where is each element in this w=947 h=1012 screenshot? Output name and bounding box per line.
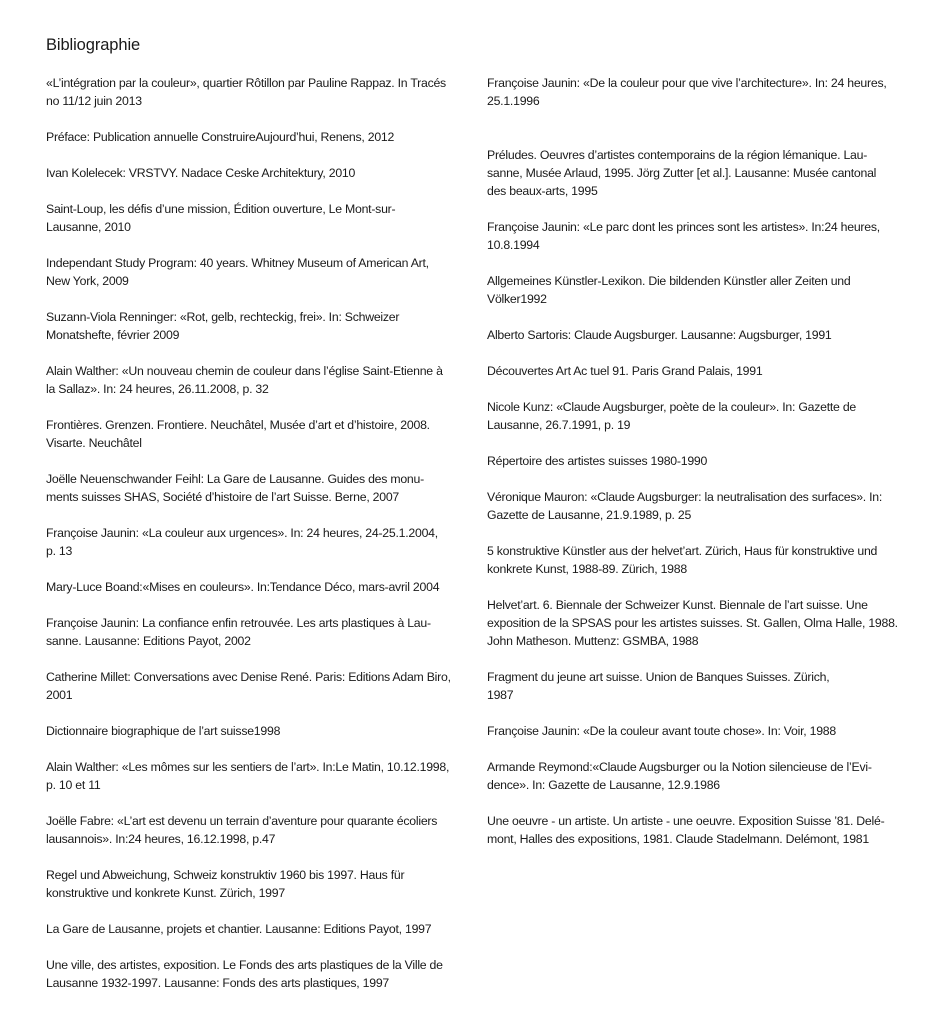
bibliography-entry: Préludes. Oeuvres d’artistes contemporains de la région lémanique. Lau- sanne, Musée Arlaud, 1995. Jörg Zutter [et al.]. Lausanne: Musée cantonal des beaux-arts, 1995 xyxy=(487,148,877,198)
bibliography-entry: Une ville, des artistes, exposition. Le Fonds des arts plastiques de la Ville de Lausanne 1932-1997. Lausanne: Fonds des arts plastiques, 1997 xyxy=(46,958,443,990)
bibliography-entry: Allgemeines Künstler-Lexikon. Die bildenden Künstler aller Zeiten und Völker1992 xyxy=(487,274,851,306)
bibliography-entry: Saint-Loup, les défis d’une mission, Édition ouverture, Le Mont-sur- Lausanne, 2010 xyxy=(46,202,396,234)
bibliography-entry: Fragment du jeune art suisse. Union de Banques Suisses. Zürich, 1987 xyxy=(487,670,830,702)
bibliography-entry: Helvet’art. 6. Biennale der Schweizer Kunst. Biennale de l’art suisse. Une exposition de la SPSAS pour les artistes suisses. St. Gallen, Olma Halle, 1988. John Matheson. Muttenz: GSMBA, 1988 xyxy=(487,598,898,648)
bibliography-entry: 5 konstruktive Künstler aus der helvet’art. Zürich, Haus für konstruktive und konkrete Kunst, 1988-89. Zürich, 1988 xyxy=(487,544,878,576)
bibliography-entry: Françoise Jaunin: «De la couleur avant toute chose». In: Voir, 1988 xyxy=(487,724,836,738)
bibliography-entry: Regel und Abweichung, Schweiz konstruktiv 1960 bis 1997. Haus für konstruktive und konkrete Kunst. Zürich, 1997 xyxy=(46,868,405,900)
bibliography-entry: Catherine Millet: Conversations avec Denise René. Paris: Editions Adam Biro, 2001 xyxy=(46,670,451,702)
bibliography-entry: Une oeuvre - un artiste. Un artiste - une oeuvre. Exposition Suisse ’81. Delé- mont, Halles des expositions, 1981. Claude Stadelmann. Delémont, 1981 xyxy=(487,814,885,846)
bibliography-entry: Alain Walther: «Les mômes sur les sentiers de l’art». In:Le Matin, 10.12.1998, p. 10 et 11 xyxy=(46,760,450,792)
page-title: Bibliographie xyxy=(46,36,141,54)
bibliography-entry: Répertoire des artistes suisses 1980-1990 xyxy=(487,454,708,468)
bibliography-entry: Mary-Luce Boand:«Mises en couleurs». In:Tendance Déco, mars-avril 2004 xyxy=(46,580,440,594)
bibliography-entry: Suzann-Viola Renninger: «Rot, gelb, rechteckig, frei». In: Schweizer Monatshefte, février 2009 xyxy=(46,310,400,342)
bibliography-entry: Véronique Mauron: «Claude Augsburger: la neutralisation des surfaces». In: Gazette de Lausanne, 21.9.1989, p. 25 xyxy=(487,490,883,522)
bibliography-right-column xyxy=(487,74,915,866)
bibliography-entry: Alain Walther: «Un nouveau chemin de couleur dans l’église Saint-Etienne à la Sallaz». In: 24 heures, 26.11.2008, p. 32 xyxy=(46,364,443,396)
bibliography-entry: Ivan Kolelecek: VRSTVY. Nadace Ceske Architektury, 2010 xyxy=(46,166,356,180)
bibliography-left-column xyxy=(46,74,474,1010)
bibliography-entry: «L’intégration par la couleur», quartier Rôtillon par Pauline Rappaz. In Tracés no 11/12 juin 2013 xyxy=(46,76,446,108)
bibliography-entry: Armande Reymond:«Claude Augsburger ou la Notion silencieuse de l’Evi- dence». In: Gazette de Lausanne, 12.9.1986 xyxy=(487,760,872,792)
bibliography-entry: Alberto Sartoris: Claude Augsburger. Lausanne: Augsburger, 1991 xyxy=(487,328,832,342)
bibliography-entry: Joëlle Neuenschwander Feihl: La Gare de Lausanne. Guides des monu- ments suisses SHAS, Société d’histoire de l’art Suisse. Berne, 2007 xyxy=(46,472,424,504)
bibliography-entry: Préface: Publication annuelle ConstruireAujourd’hui, Renens, 2012 xyxy=(46,130,395,144)
bibliography-entry: Françoise Jaunin: La confiance enfin retrouvée. Les arts plastiques à Lau- sanne. Lausanne: Editions Payot, 2002 xyxy=(46,616,431,648)
bibliography-entry: Independant Study Program: 40 years. Whitney Museum of American Art, New York, 2009 xyxy=(46,256,429,288)
bibliography-entry: Découvertes Art Ac tuel 91. Paris Grand Palais, 1991 xyxy=(487,364,763,378)
bibliography-entry: Joëlle Fabre: «L’art est devenu un terrain d’aventure pour quarante écoliers lausannois». In:24 heures, 16.12.1998, p.47 xyxy=(46,814,438,846)
bibliography-entry: Françoise Jaunin: «De la couleur pour que vive l’architecture». In: 24 heures, 25.1.1996 xyxy=(487,76,887,108)
bibliography-entry: Françoise Jaunin: «Le parc dont les princes sont les artistes». In:24 heures, 10.8.1994 xyxy=(487,220,880,252)
bibliography-entry: Nicole Kunz: «Claude Augsburger, poète de la couleur». In: Gazette de Lausanne, 26.7.1991, p. 19 xyxy=(487,400,856,432)
bibliography-entry: Françoise Jaunin: «La couleur aux urgences». In: 24 heures, 24-25.1.2004, p. 13 xyxy=(46,526,438,558)
bibliography-entry: La Gare de Lausanne, projets et chantier. Lausanne: Editions Payot, 1997 xyxy=(46,922,432,936)
bibliography-entry: Dictionnaire biographique de l’art suisse1998 xyxy=(46,724,281,738)
bibliography-entry: Frontières. Grenzen. Frontiere. Neuchâtel, Musée d’art et d’histoire, 2008. Visarte. Neuchâtel xyxy=(46,418,430,450)
